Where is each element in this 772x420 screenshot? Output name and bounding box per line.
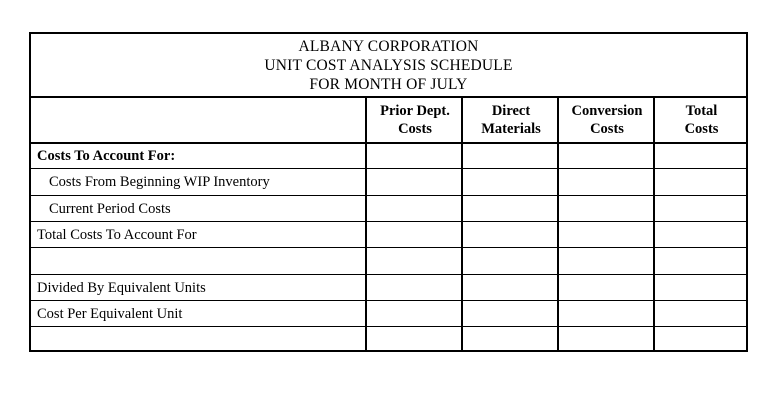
row-label-cost-per-equivalent-unit: Cost Per Equivalent Unit (37, 306, 183, 322)
schedule-title-block (31, 34, 746, 98)
row-divider (31, 168, 746, 169)
row-divider (31, 247, 746, 248)
row-label-divided-by-equivalent-units: Divided By Equivalent Units (37, 280, 206, 296)
schedule-title: UNIT COST ANALYSIS SCHEDULE (264, 56, 513, 74)
column-divider (461, 98, 463, 350)
column-divider (653, 98, 655, 350)
row-divider (31, 300, 746, 301)
column-header-direct-materials: Direct Materials (481, 103, 541, 137)
row-label-costs-to-account-for: Costs To Account For: (37, 148, 176, 164)
column-header-prior-dept-costs: Prior Dept. Costs (380, 103, 450, 137)
column-header-row (31, 98, 746, 142)
row-divider (31, 195, 746, 196)
row-label-total-costs: Total Costs To Account For (37, 227, 197, 243)
schedule-period: FOR MONTH OF JULY (309, 75, 468, 93)
column-divider (557, 98, 559, 350)
row-divider (31, 142, 746, 144)
column-header-conversion-costs: Conversion Costs (571, 103, 643, 137)
row-divider (31, 326, 746, 327)
unit-cost-schedule-table (29, 32, 748, 352)
company-name: ALBANY CORPORATION (298, 37, 479, 55)
row-divider (31, 274, 746, 275)
row-label-current-period-costs: Current Period Costs (49, 201, 171, 217)
column-header-total-costs: Total Costs (684, 103, 719, 137)
row-divider (31, 221, 746, 222)
row-label-beginning-wip: Costs From Beginning WIP Inventory (49, 174, 270, 190)
column-divider (365, 98, 367, 350)
